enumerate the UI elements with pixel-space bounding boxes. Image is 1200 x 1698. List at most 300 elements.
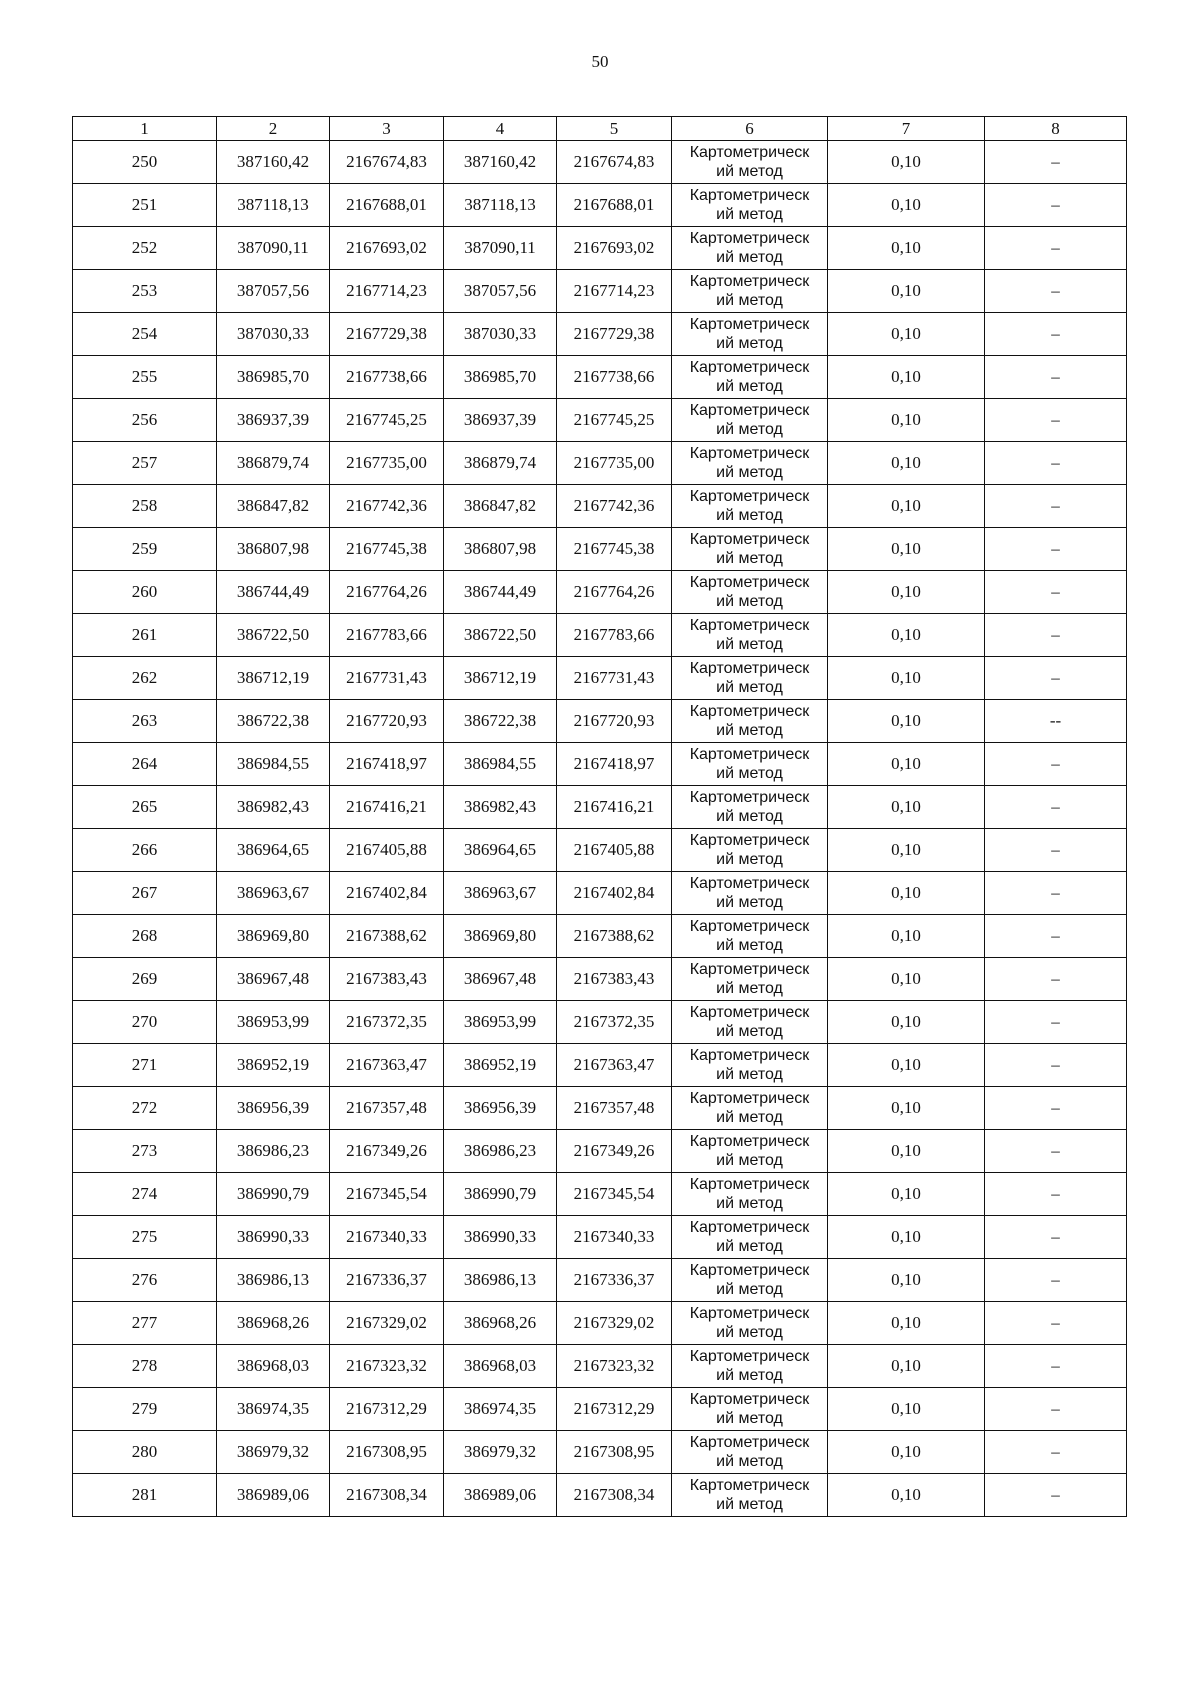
table-row (73, 872, 1127, 915)
coord-y2-cell: 2167357,48 (557, 1087, 672, 1130)
coord-y2-cell: 2167388,62 (557, 915, 672, 958)
coord-y2-cell: 2167714,23 (557, 270, 672, 313)
accuracy-cell: 0,10 (828, 141, 985, 184)
point-number-cell: 276 (73, 1259, 217, 1302)
coord-x-cell: 386744,49 (217, 571, 330, 614)
note-cell: – (985, 485, 1127, 528)
method-cell: Картометрическ ий метод (672, 313, 828, 356)
coord-y-cell: 2167388,62 (330, 915, 444, 958)
accuracy-cell: 0,10 (828, 1259, 985, 1302)
note-cell: – (985, 1302, 1127, 1345)
coord-x2-cell: 386744,49 (444, 571, 557, 614)
accuracy-cell: 0,10 (828, 313, 985, 356)
note-cell: – (985, 1130, 1127, 1173)
note-cell: – (985, 1259, 1127, 1302)
table-row (73, 1259, 1127, 1302)
coord-x-cell: 386982,43 (217, 786, 330, 829)
coord-x2-cell: 386986,23 (444, 1130, 557, 1173)
note-cell: – (985, 1431, 1127, 1474)
note-cell: – (985, 958, 1127, 1001)
table-row (73, 528, 1127, 571)
header-cell-6: 6 (672, 117, 828, 141)
coord-y2-cell: 2167402,84 (557, 872, 672, 915)
point-number-cell: 258 (73, 485, 217, 528)
note-cell: – (985, 743, 1127, 786)
point-number-cell: 279 (73, 1388, 217, 1431)
coord-y2-cell: 2167729,38 (557, 313, 672, 356)
coord-y-cell: 2167345,54 (330, 1173, 444, 1216)
coord-x2-cell: 386986,13 (444, 1259, 557, 1302)
header-cell-1: 1 (73, 117, 217, 141)
note-cell: – (985, 1044, 1127, 1087)
accuracy-cell: 0,10 (828, 786, 985, 829)
table-row (73, 614, 1127, 657)
point-number-cell: 262 (73, 657, 217, 700)
table-row (73, 270, 1127, 313)
point-number-cell: 261 (73, 614, 217, 657)
point-number-cell: 278 (73, 1345, 217, 1388)
coord-x-cell: 386989,06 (217, 1474, 330, 1517)
table-row (73, 485, 1127, 528)
table-header (73, 117, 1127, 141)
coord-y-cell: 2167372,35 (330, 1001, 444, 1044)
accuracy-cell: 0,10 (828, 184, 985, 227)
header-cell-7: 7 (828, 117, 985, 141)
point-number-cell: 269 (73, 958, 217, 1001)
coord-y-cell: 2167745,38 (330, 528, 444, 571)
coord-x2-cell: 386969,80 (444, 915, 557, 958)
accuracy-cell: 0,10 (828, 270, 985, 313)
accuracy-cell: 0,10 (828, 571, 985, 614)
accuracy-cell: 0,10 (828, 485, 985, 528)
accuracy-cell: 0,10 (828, 1216, 985, 1259)
table-row (73, 141, 1127, 184)
coord-y-cell: 2167714,23 (330, 270, 444, 313)
coord-x-cell: 387030,33 (217, 313, 330, 356)
note-cell: – (985, 141, 1127, 184)
point-number-cell: 256 (73, 399, 217, 442)
coord-x-cell: 386937,39 (217, 399, 330, 442)
coord-x-cell: 386990,33 (217, 1216, 330, 1259)
coord-x2-cell: 387118,13 (444, 184, 557, 227)
accuracy-cell: 0,10 (828, 1001, 985, 1044)
point-number-cell: 266 (73, 829, 217, 872)
coord-x2-cell: 386807,98 (444, 528, 557, 571)
point-number-cell: 271 (73, 1044, 217, 1087)
coord-x-cell: 386847,82 (217, 485, 330, 528)
coord-y-cell: 2167735,00 (330, 442, 444, 485)
coord-y-cell: 2167416,21 (330, 786, 444, 829)
coord-x2-cell: 386968,03 (444, 1345, 557, 1388)
coord-x-cell: 386963,67 (217, 872, 330, 915)
coord-y2-cell: 2167418,97 (557, 743, 672, 786)
coord-y2-cell: 2167405,88 (557, 829, 672, 872)
accuracy-cell: 0,10 (828, 614, 985, 657)
note-cell: – (985, 657, 1127, 700)
point-number-cell: 265 (73, 786, 217, 829)
coord-x-cell: 387118,13 (217, 184, 330, 227)
coord-x-cell: 386986,23 (217, 1130, 330, 1173)
coord-y-cell: 2167323,32 (330, 1345, 444, 1388)
table-row (73, 1431, 1127, 1474)
coord-y-cell: 2167731,43 (330, 657, 444, 700)
accuracy-cell: 0,10 (828, 1087, 985, 1130)
table-row (73, 442, 1127, 485)
point-number-cell: 267 (73, 872, 217, 915)
page-number: 50 (591, 52, 609, 71)
point-number-cell: 272 (73, 1087, 217, 1130)
coord-y-cell: 2167340,33 (330, 1216, 444, 1259)
table-row (73, 915, 1127, 958)
coord-x-cell: 386969,80 (217, 915, 330, 958)
coord-y2-cell: 2167738,66 (557, 356, 672, 399)
table-row (73, 1130, 1127, 1173)
coord-x-cell: 386722,38 (217, 700, 330, 743)
table-row (73, 786, 1127, 829)
point-number-cell: 263 (73, 700, 217, 743)
method-cell: Картометрическ ий метод (672, 227, 828, 270)
table-row (73, 1087, 1127, 1130)
method-cell: Картометрическ ий метод (672, 1087, 828, 1130)
coord-y2-cell: 2167693,02 (557, 227, 672, 270)
table-body (73, 141, 1127, 1517)
coord-y-cell: 2167720,93 (330, 700, 444, 743)
coord-x-cell: 387057,56 (217, 270, 330, 313)
coord-y2-cell: 2167363,47 (557, 1044, 672, 1087)
method-cell: Картометрическ ий метод (672, 743, 828, 786)
coord-y2-cell: 2167674,83 (557, 141, 672, 184)
method-cell: Картометрическ ий метод (672, 141, 828, 184)
coord-x-cell: 386879,74 (217, 442, 330, 485)
table-row (73, 657, 1127, 700)
point-number-cell: 250 (73, 141, 217, 184)
header-row (73, 117, 1127, 141)
point-number-cell: 273 (73, 1130, 217, 1173)
coord-x2-cell: 387057,56 (444, 270, 557, 313)
accuracy-cell: 0,10 (828, 1388, 985, 1431)
coord-x2-cell: 386964,65 (444, 829, 557, 872)
coord-y2-cell: 2167340,33 (557, 1216, 672, 1259)
coord-x-cell: 386956,39 (217, 1087, 330, 1130)
header-cell-8: 8 (985, 117, 1127, 141)
note-cell: – (985, 313, 1127, 356)
coord-x2-cell: 386990,33 (444, 1216, 557, 1259)
coord-y-cell: 2167349,26 (330, 1130, 444, 1173)
coord-y-cell: 2167329,02 (330, 1302, 444, 1345)
accuracy-cell: 0,10 (828, 1130, 985, 1173)
method-cell: Картометрическ ий метод (672, 1130, 828, 1173)
accuracy-cell: 0,10 (828, 958, 985, 1001)
coord-y-cell: 2167402,84 (330, 872, 444, 915)
table-row (73, 356, 1127, 399)
accuracy-cell: 0,10 (828, 227, 985, 270)
method-cell: Картометрическ ий метод (672, 1001, 828, 1044)
note-cell: – (985, 1388, 1127, 1431)
note-cell: -- (985, 700, 1127, 743)
coord-x2-cell: 386982,43 (444, 786, 557, 829)
coord-y-cell: 2167729,38 (330, 313, 444, 356)
coord-y2-cell: 2167329,02 (557, 1302, 672, 1345)
coord-x2-cell: 386974,35 (444, 1388, 557, 1431)
note-cell: – (985, 399, 1127, 442)
accuracy-cell: 0,10 (828, 1474, 985, 1517)
note-cell: – (985, 786, 1127, 829)
table-row (73, 1216, 1127, 1259)
note-cell: – (985, 872, 1127, 915)
coord-x-cell: 386974,35 (217, 1388, 330, 1431)
note-cell: – (985, 184, 1127, 227)
accuracy-cell: 0,10 (828, 1431, 985, 1474)
coord-y2-cell: 2167745,38 (557, 528, 672, 571)
table-row (73, 1001, 1127, 1044)
coord-x-cell: 386712,19 (217, 657, 330, 700)
coord-x2-cell: 386968,26 (444, 1302, 557, 1345)
coord-x2-cell: 386847,82 (444, 485, 557, 528)
coord-y2-cell: 2167735,00 (557, 442, 672, 485)
coord-x2-cell: 386990,79 (444, 1173, 557, 1216)
method-cell: Картометрическ ий метод (672, 1388, 828, 1431)
coord-y-cell: 2167764,26 (330, 571, 444, 614)
coord-y-cell: 2167688,01 (330, 184, 444, 227)
method-cell: Картометрическ ий метод (672, 270, 828, 313)
method-cell: Картометрическ ий метод (672, 1302, 828, 1345)
coord-x2-cell: 386722,38 (444, 700, 557, 743)
note-cell: – (985, 1474, 1127, 1517)
table-row (73, 313, 1127, 356)
note-cell: – (985, 356, 1127, 399)
coord-x-cell: 386984,55 (217, 743, 330, 786)
note-cell: – (985, 1216, 1127, 1259)
coord-x2-cell: 386953,99 (444, 1001, 557, 1044)
method-cell: Картометрическ ий метод (672, 1259, 828, 1302)
coord-y-cell: 2167312,29 (330, 1388, 444, 1431)
coord-x-cell: 386952,19 (217, 1044, 330, 1087)
method-cell: Картометрическ ий метод (672, 614, 828, 657)
point-number-cell: 280 (73, 1431, 217, 1474)
coord-x2-cell: 387160,42 (444, 141, 557, 184)
point-number-cell: 255 (73, 356, 217, 399)
coord-y2-cell: 2167720,93 (557, 700, 672, 743)
coord-y2-cell: 2167783,66 (557, 614, 672, 657)
note-cell: – (985, 227, 1127, 270)
table-row (73, 184, 1127, 227)
coord-x2-cell: 386712,19 (444, 657, 557, 700)
coord-x2-cell: 386989,06 (444, 1474, 557, 1517)
point-number-cell: 274 (73, 1173, 217, 1216)
method-cell: Картометрическ ий метод (672, 571, 828, 614)
method-cell: Картометрическ ий метод (672, 958, 828, 1001)
coord-y2-cell: 2167308,95 (557, 1431, 672, 1474)
coord-y2-cell: 2167731,43 (557, 657, 672, 700)
coord-y2-cell: 2167312,29 (557, 1388, 672, 1431)
accuracy-cell: 0,10 (828, 356, 985, 399)
coord-x2-cell: 386967,48 (444, 958, 557, 1001)
coord-x2-cell: 386963,67 (444, 872, 557, 915)
point-number-cell: 275 (73, 1216, 217, 1259)
coord-x2-cell: 386984,55 (444, 743, 557, 786)
coord-y2-cell: 2167742,36 (557, 485, 672, 528)
coord-x-cell: 386968,26 (217, 1302, 330, 1345)
coord-x-cell: 386986,13 (217, 1259, 330, 1302)
coord-y-cell: 2167308,34 (330, 1474, 444, 1517)
table-row (73, 227, 1127, 270)
method-cell: Картометрическ ий метод (672, 485, 828, 528)
point-number-cell: 252 (73, 227, 217, 270)
coord-x2-cell: 386952,19 (444, 1044, 557, 1087)
coord-y-cell: 2167693,02 (330, 227, 444, 270)
coord-y-cell: 2167418,97 (330, 743, 444, 786)
point-number-cell: 260 (73, 571, 217, 614)
coord-x-cell: 386985,70 (217, 356, 330, 399)
coord-x-cell: 386968,03 (217, 1345, 330, 1388)
note-cell: – (985, 1001, 1127, 1044)
coord-y-cell: 2167742,36 (330, 485, 444, 528)
coord-x-cell: 387160,42 (217, 141, 330, 184)
coord-y2-cell: 2167745,25 (557, 399, 672, 442)
coord-x-cell: 386953,99 (217, 1001, 330, 1044)
note-cell: – (985, 270, 1127, 313)
note-cell: – (985, 442, 1127, 485)
method-cell: Картометрическ ий метод (672, 829, 828, 872)
note-cell: – (985, 1087, 1127, 1130)
coord-x2-cell: 386979,32 (444, 1431, 557, 1474)
table-row (73, 1474, 1127, 1517)
coord-y-cell: 2167383,43 (330, 958, 444, 1001)
coord-y-cell: 2167783,66 (330, 614, 444, 657)
header-cell-2: 2 (217, 117, 330, 141)
point-number-cell: 277 (73, 1302, 217, 1345)
coord-x-cell: 386990,79 (217, 1173, 330, 1216)
table-row (73, 399, 1127, 442)
table-row (73, 1302, 1127, 1345)
accuracy-cell: 0,10 (828, 700, 985, 743)
point-number-cell: 259 (73, 528, 217, 571)
coord-y-cell: 2167308,95 (330, 1431, 444, 1474)
table-row (73, 700, 1127, 743)
table-row (73, 743, 1127, 786)
accuracy-cell: 0,10 (828, 743, 985, 786)
table-row (73, 1044, 1127, 1087)
method-cell: Картометрическ ий метод (672, 786, 828, 829)
coord-y2-cell: 2167308,34 (557, 1474, 672, 1517)
note-cell: – (985, 1345, 1127, 1388)
table-row (73, 1173, 1127, 1216)
method-cell: Картометрическ ий метод (672, 1216, 828, 1259)
method-cell: Картометрическ ий метод (672, 700, 828, 743)
note-cell: – (985, 614, 1127, 657)
coord-y2-cell: 2167336,37 (557, 1259, 672, 1302)
coord-y-cell: 2167336,37 (330, 1259, 444, 1302)
note-cell: – (985, 571, 1127, 614)
method-cell: Картометрическ ий метод (672, 528, 828, 571)
header-cell-5: 5 (557, 117, 672, 141)
accuracy-cell: 0,10 (828, 442, 985, 485)
coord-y-cell: 2167674,83 (330, 141, 444, 184)
method-cell: Картометрическ ий метод (672, 399, 828, 442)
accuracy-cell: 0,10 (828, 829, 985, 872)
point-number-cell: 270 (73, 1001, 217, 1044)
point-number-cell: 257 (73, 442, 217, 485)
coord-y2-cell: 2167764,26 (557, 571, 672, 614)
point-number-cell: 251 (73, 184, 217, 227)
coord-x-cell: 386722,50 (217, 614, 330, 657)
method-cell: Картометрическ ий метод (672, 872, 828, 915)
coord-y-cell: 2167405,88 (330, 829, 444, 872)
table-row (73, 958, 1127, 1001)
table-row (73, 1345, 1127, 1388)
method-cell: Картометрическ ий метод (672, 442, 828, 485)
note-cell: – (985, 829, 1127, 872)
method-cell: Картометрическ ий метод (672, 184, 828, 227)
header-cell-4: 4 (444, 117, 557, 141)
coord-y2-cell: 2167416,21 (557, 786, 672, 829)
method-cell: Картометрическ ий метод (672, 1474, 828, 1517)
point-number-cell: 264 (73, 743, 217, 786)
coord-y2-cell: 2167688,01 (557, 184, 672, 227)
method-cell: Картометрическ ий метод (672, 657, 828, 700)
coord-x2-cell: 387090,11 (444, 227, 557, 270)
table-row (73, 829, 1127, 872)
method-cell: Картометрическ ий метод (672, 1044, 828, 1087)
method-cell: Картометрическ ий метод (672, 1173, 828, 1216)
point-number-cell: 268 (73, 915, 217, 958)
coord-x-cell: 386807,98 (217, 528, 330, 571)
coord-x2-cell: 386879,74 (444, 442, 557, 485)
coord-y2-cell: 2167372,35 (557, 1001, 672, 1044)
point-number-cell: 254 (73, 313, 217, 356)
coord-x-cell: 386979,32 (217, 1431, 330, 1474)
accuracy-cell: 0,10 (828, 528, 985, 571)
coord-y-cell: 2167745,25 (330, 399, 444, 442)
coord-x2-cell: 386937,39 (444, 399, 557, 442)
accuracy-cell: 0,10 (828, 1173, 985, 1216)
method-cell: Картометрическ ий метод (672, 1345, 828, 1388)
coord-x2-cell: 387030,33 (444, 313, 557, 356)
accuracy-cell: 0,10 (828, 657, 985, 700)
method-cell: Картометрическ ий метод (672, 915, 828, 958)
note-cell: – (985, 528, 1127, 571)
coord-y2-cell: 2167345,54 (557, 1173, 672, 1216)
point-number-cell: 281 (73, 1474, 217, 1517)
method-cell: Картометрическ ий метод (672, 1431, 828, 1474)
accuracy-cell: 0,10 (828, 915, 985, 958)
coord-x-cell: 387090,11 (217, 227, 330, 270)
accuracy-cell: 0,10 (828, 872, 985, 915)
header-cell-3: 3 (330, 117, 444, 141)
coord-y-cell: 2167357,48 (330, 1087, 444, 1130)
point-number-cell: 253 (73, 270, 217, 313)
coord-y2-cell: 2167323,32 (557, 1345, 672, 1388)
method-cell: Картометрическ ий метод (672, 356, 828, 399)
accuracy-cell: 0,10 (828, 1044, 985, 1087)
coord-y2-cell: 2167383,43 (557, 958, 672, 1001)
data-table (72, 116, 1127, 1517)
coord-x-cell: 386964,65 (217, 829, 330, 872)
coord-y2-cell: 2167349,26 (557, 1130, 672, 1173)
accuracy-cell: 0,10 (828, 1345, 985, 1388)
coord-x-cell: 386967,48 (217, 958, 330, 1001)
coord-y-cell: 2167738,66 (330, 356, 444, 399)
table-row (73, 1388, 1127, 1431)
note-cell: – (985, 915, 1127, 958)
coord-x2-cell: 386722,50 (444, 614, 557, 657)
coord-x2-cell: 386956,39 (444, 1087, 557, 1130)
coord-y-cell: 2167363,47 (330, 1044, 444, 1087)
coord-x2-cell: 386985,70 (444, 356, 557, 399)
accuracy-cell: 0,10 (828, 399, 985, 442)
table-row (73, 571, 1127, 614)
accuracy-cell: 0,10 (828, 1302, 985, 1345)
